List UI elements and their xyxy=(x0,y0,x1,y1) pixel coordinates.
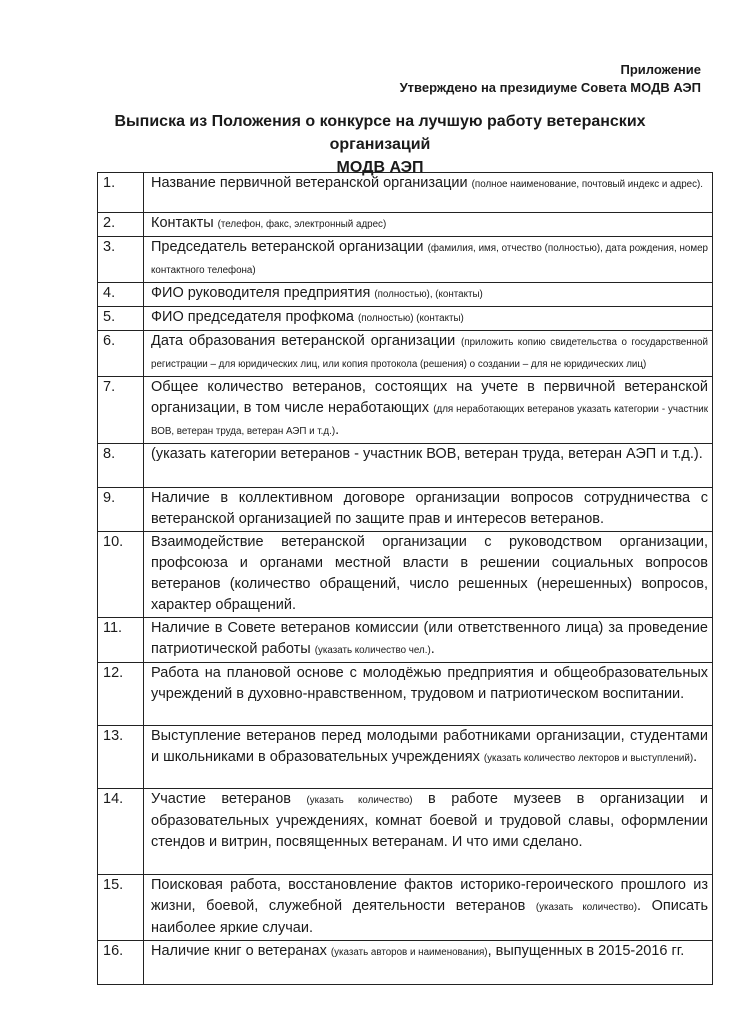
row-main-text: Наличие в коллективном договоре организации вопросов сотрудничества с ветеранской организацией по защите прав и интересов ветеранов. xyxy=(151,490,708,527)
table-row xyxy=(98,618,713,663)
row-note-text: (полное наименование, почтовый индекс и адрес). xyxy=(471,179,703,190)
row-note-text: (указать количество) xyxy=(306,795,413,806)
row-main-text: ФИО председателя профкома xyxy=(151,309,359,325)
row-number: 14. xyxy=(98,789,144,875)
document-title-line2: МОДВ АЭП xyxy=(336,159,424,176)
row-text xyxy=(144,377,713,444)
row-note-text: (полностью), (контакты) xyxy=(374,289,483,300)
row-number: 8. xyxy=(98,444,144,488)
row-text xyxy=(144,444,713,488)
row-number: 15. xyxy=(98,875,144,941)
row-note-text: (указать количество) xyxy=(535,902,637,913)
row-main-text: Участие ветеранов xyxy=(151,791,307,807)
criteria-table xyxy=(97,172,713,985)
row-note-text: (указать количество лекторов и выступлений) xyxy=(483,753,694,764)
row-note-text: (указать авторов и наименования) xyxy=(330,947,488,958)
table-row xyxy=(98,444,713,488)
row-number: 12. xyxy=(98,663,144,726)
row-tail-text: . xyxy=(693,749,698,765)
table-row xyxy=(98,307,713,331)
row-main-text: Поисковая работа, восстановление фактов историко-героического прошлого из жизни, боевой, служебной деятельности ветеранов xyxy=(151,877,708,914)
row-main-text: ФИО руководителя предприятия xyxy=(151,285,375,301)
row-number: 9. xyxy=(98,488,144,532)
row-main-text: Контакты xyxy=(151,215,218,231)
row-tail-text: . xyxy=(430,641,435,657)
document-title-line1: Выписка из Положения о конкурсе на лучшую работу ветеранских организаций xyxy=(114,113,646,153)
row-number: 4. xyxy=(98,283,144,307)
row-main-text: Название первичной ветеранской организации xyxy=(151,175,472,191)
row-text xyxy=(144,307,713,331)
table-row xyxy=(98,941,713,985)
appendix-label: Приложение xyxy=(620,62,701,77)
row-text xyxy=(144,237,713,283)
table-row xyxy=(98,283,713,307)
table-row xyxy=(98,663,713,726)
row-number: 16. xyxy=(98,941,144,985)
table-row xyxy=(98,237,713,283)
row-text xyxy=(144,875,713,941)
table-row xyxy=(98,173,713,213)
table-row xyxy=(98,789,713,875)
table-row xyxy=(98,213,713,237)
criteria-table-body xyxy=(98,173,713,985)
table-row xyxy=(98,488,713,532)
row-note-text: (указать количество чел.) xyxy=(314,645,431,656)
row-number: 11. xyxy=(98,618,144,663)
row-main-text: Дата образования ветеранской организации xyxy=(151,333,462,349)
row-number: 13. xyxy=(98,726,144,789)
row-number: 7. xyxy=(98,377,144,444)
row-number: 5. xyxy=(98,307,144,331)
row-main-text: Работа на плановой основе с молодёжью предприятия и общеобразовательных учреждений в духовно-нравственном, трудовом и патриотическом воспитании. xyxy=(151,665,708,702)
row-number: 3. xyxy=(98,237,144,283)
row-text xyxy=(144,532,713,618)
row-main-text: Взаимодействие ветеранской организации с руководством организации, профсоюза и органами местной власти в решении социальных вопросов ветеранов (количество обращений, число решенных (нерешенных) вопросов, характер обращений. xyxy=(151,534,708,613)
row-note-text: (приложить копию свидетельства о государственной регистрации – для юридических лиц, или копия протокола (решения) о создании – для не юридических лиц) xyxy=(151,337,708,370)
row-main-text: Выступление ветеранов перед молодыми работниками организации, студентами и школьниками в образовательных учреждениях xyxy=(151,728,708,765)
row-tail-text: . xyxy=(335,422,340,438)
table-row xyxy=(98,875,713,941)
row-text xyxy=(144,663,713,726)
row-main-text: (указать категории ветеранов - участник ВОВ, ветеран труда, ветеран АЭП и т.д.). xyxy=(151,446,703,462)
row-text xyxy=(144,618,713,663)
table-row xyxy=(98,532,713,618)
row-note-text: (полностью) (контакты) xyxy=(358,313,464,324)
row-tail-text: , выпущенных в 2015-2016 гг. xyxy=(487,943,685,959)
row-text xyxy=(144,789,713,875)
row-main-text: Председатель ветеранской организации xyxy=(151,239,428,255)
row-tail-text: . Описать наиболее яркие случаи. xyxy=(151,898,708,936)
row-number: 1. xyxy=(98,173,144,213)
table-row xyxy=(98,726,713,789)
document-title xyxy=(80,110,680,179)
row-note-text: (фамилия, имя, отчество (полностью), дата рождения, номер контактного телефона) xyxy=(151,243,708,276)
row-text xyxy=(144,488,713,532)
row-main-text: Наличие в Совете ветеранов комиссии (или ответственного лица) за проведение патриотической работы xyxy=(151,620,708,657)
row-text xyxy=(144,283,713,307)
row-note-text: (телефон, факс, электронный адрес) xyxy=(217,219,387,230)
row-number: 6. xyxy=(98,331,144,377)
row-text xyxy=(144,941,713,985)
row-number: 2. xyxy=(98,213,144,237)
row-main-text: Общее количество ветеранов, состоящих на учете в первичной ветеранской организации, в том числе неработающих xyxy=(151,379,708,416)
table-row xyxy=(98,331,713,377)
row-text xyxy=(144,173,713,213)
row-text xyxy=(144,726,713,789)
row-note-text: (для неработающих ветеранов указать категории - участник ВОВ, ветеран труда, ветеран АЭП и т.д.) xyxy=(151,404,709,437)
row-text xyxy=(144,213,713,237)
row-tail-text: в работе музеев в организации и образовательных учреждениях, комнат боевой и трудовой славы, оформлении стендов и витрин, посвященных ветеранам. И что ими сделано. xyxy=(151,791,708,850)
row-number: 10. xyxy=(98,532,144,618)
approval-note: Утверждено на президиуме Совета МОДВ АЭП xyxy=(399,80,701,95)
row-text xyxy=(144,331,713,377)
table-row xyxy=(98,377,713,444)
row-main-text: Наличие книг о ветеранах xyxy=(151,943,331,959)
